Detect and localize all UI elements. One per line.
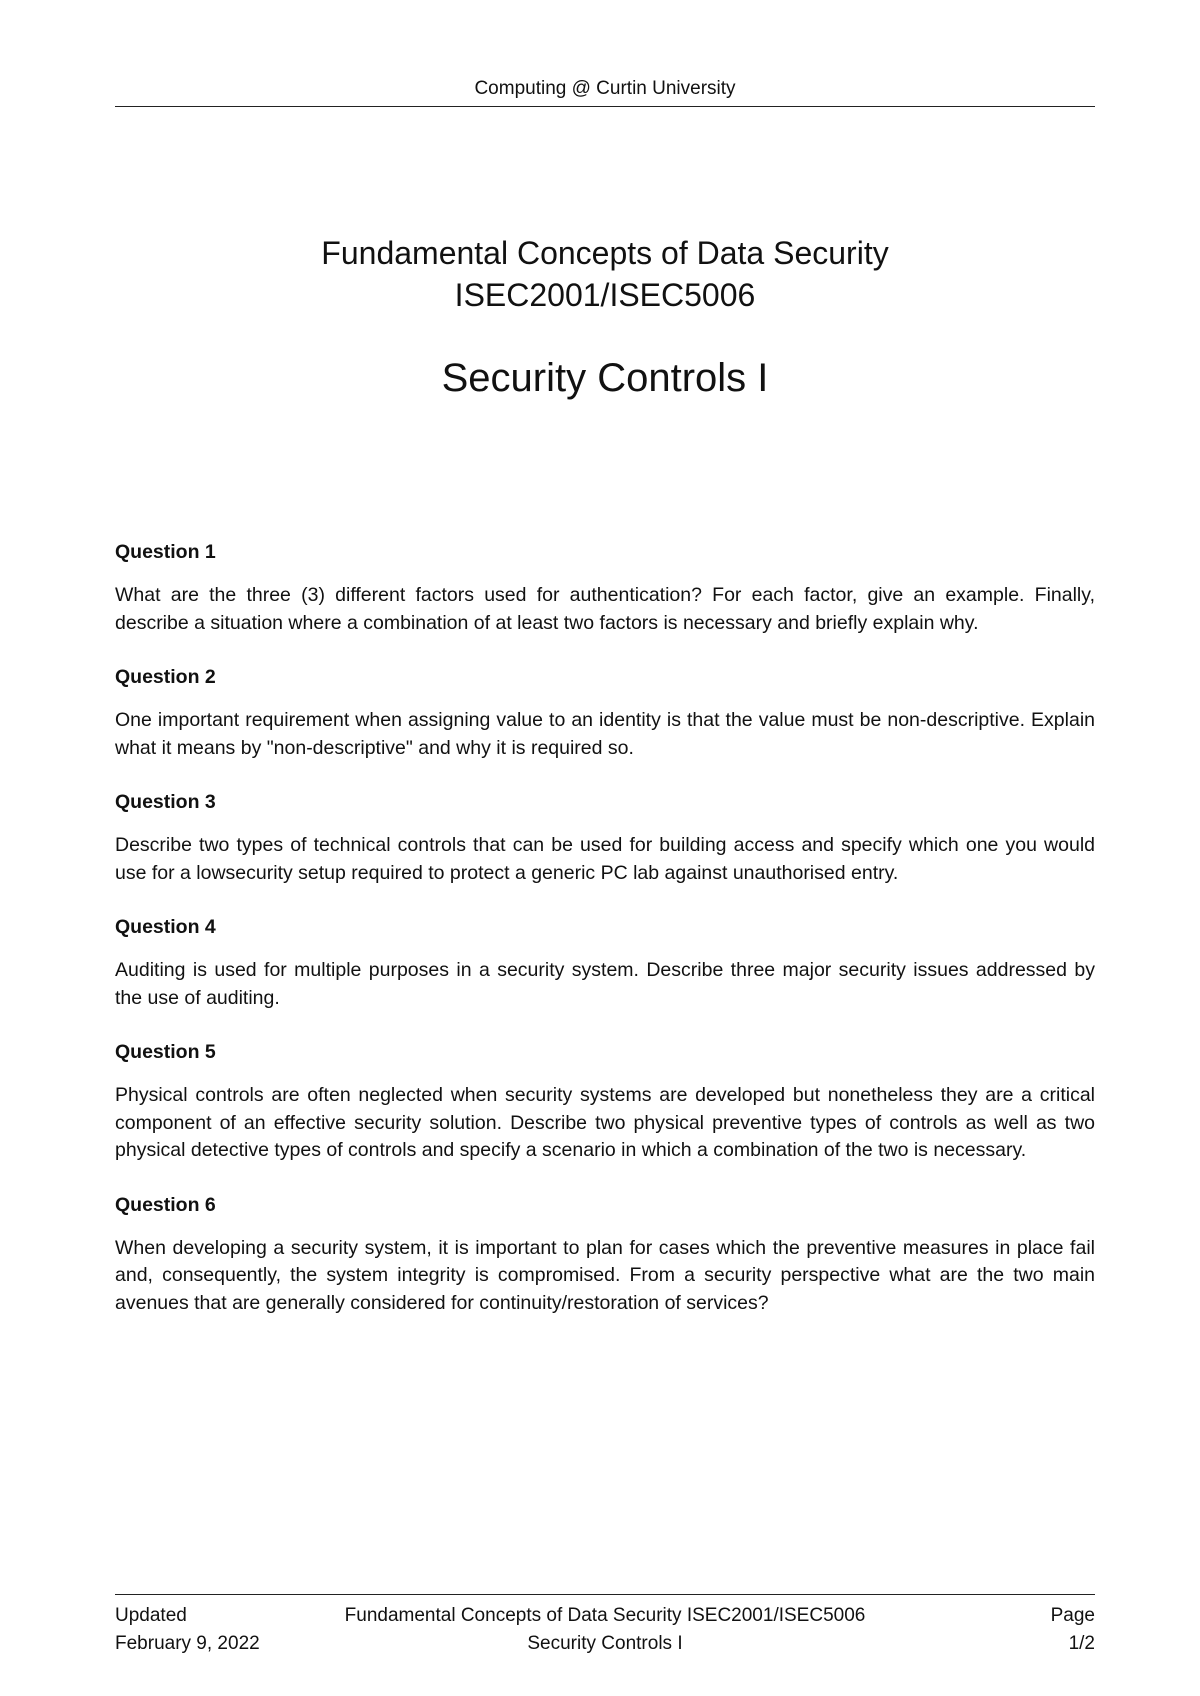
title-block — [115, 232, 1095, 402]
footer-updated-date: February 9, 2022 — [115, 1633, 260, 1654]
question-3 — [115, 790, 1095, 887]
question-text: Auditing is used for multiple purposes in a security system. Describe three major security issues addressed by the use of auditing. — [115, 959, 1095, 1009]
question-heading: Question 6 — [115, 1193, 216, 1216]
question-text: One important requirement when assigning value to an identity is that the value must be non-descriptive. Explain what it means by "non-descriptive" and why it is required so. — [115, 709, 1095, 759]
question-2 — [115, 665, 1095, 762]
footer-page-label: Page — [1050, 1605, 1095, 1626]
question-heading: Question 1 — [115, 541, 216, 563]
question-5 — [115, 1040, 1095, 1165]
course-name: Fundamental Concepts of Data Security — [321, 235, 889, 271]
header-divider — [115, 106, 1095, 107]
footer-center — [115, 1602, 1095, 1658]
question-heading: Question 2 — [115, 666, 216, 688]
footer-divider — [115, 1594, 1095, 1595]
question-text: Describe two types of technical controls that can be used for building access and specify which one you would use for a lowsecurity setup required to protect a generic PC lab against unauthorised entry. — [115, 834, 1095, 884]
page-number: 1/2 — [1068, 1633, 1095, 1654]
footer-right — [1051, 1602, 1095, 1658]
question-heading: Question 4 — [115, 916, 216, 938]
footer-title-line: Security Controls I — [527, 1633, 683, 1654]
footer-updated-label: Updated — [115, 1605, 187, 1626]
document-title: Security Controls I — [441, 356, 769, 400]
question-6 — [115, 1193, 1095, 1318]
question-heading: Question 3 — [115, 791, 216, 813]
question-text: When developing a security system, it is important to plan for cases which the preventive measures in place fail and, consequently, the system integrity is compromised. From a security perspective what are the two main avenues that are generally considered for continuity/restoration of services? — [115, 1236, 1095, 1314]
question-text: What are the three (3) different factors used for authentication? For each factor, give an example. Finally, describe a situation where a combination of at least two factors is necessary and briefly explain why. — [115, 584, 1095, 634]
question-text: Physical controls are often neglected when security systems are developed but nonetheless they are a critical component of an effective security solution. Describe two physical preventive types of controls as well as two physical detective types of controls and specify a scenario in which a combination of the two is necessary. — [115, 1084, 1095, 1161]
question-heading: Question 5 — [115, 1041, 216, 1063]
footer-left — [115, 1602, 260, 1658]
question-4 — [115, 915, 1095, 1012]
questions-list — [115, 540, 1095, 1345]
footer-course-line: Fundamental Concepts of Data Security ISEC2001/ISEC5006 — [344, 1605, 866, 1626]
question-1 — [115, 540, 1095, 637]
running-header: Computing @ Curtin University — [474, 78, 736, 99]
course-code: ISEC2001/ISEC5006 — [454, 277, 756, 313]
